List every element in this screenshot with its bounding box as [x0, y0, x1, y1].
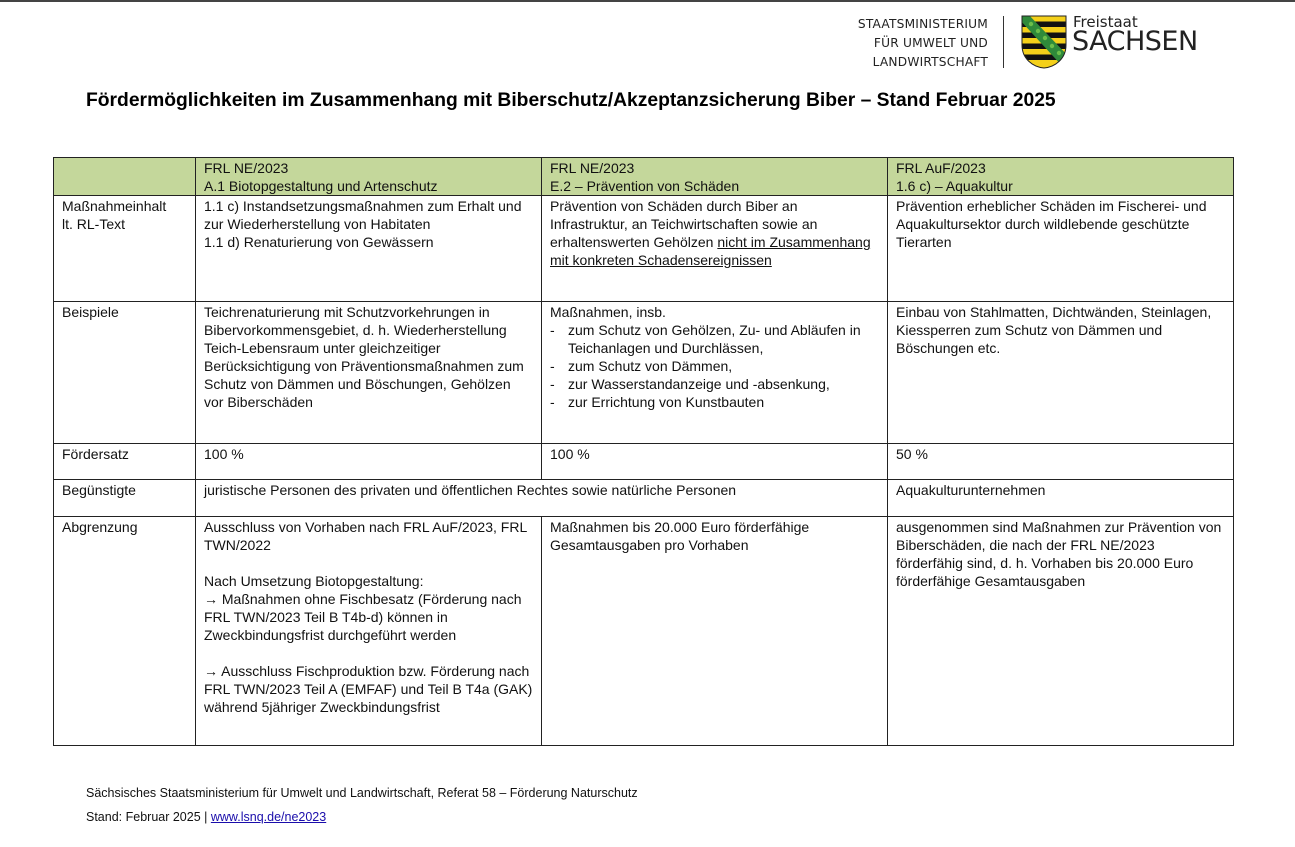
header-measure: A.1 Biotopgestaltung und Artenschutz	[204, 178, 438, 194]
header-program: FRL AuF/2023	[896, 160, 986, 176]
footer-status	[86, 810, 326, 824]
table-cell	[888, 302, 1234, 444]
footer-department: Sächsisches Staatsministerium für Umwelt und Landwirtschaft, Referat 58 – Förderung Naturschutz	[86, 786, 638, 800]
table-row-beispiele	[54, 302, 1234, 444]
table-row-abgrenzung	[54, 517, 1234, 746]
dash-bullet: -	[550, 322, 555, 338]
cell-paragraph: → Maßnahmen ohne Fischbesatz (Förderung nach FRL TWN/2023 Teil B T4b-d) können in Zweckbindungsfrist durchgeführt werden	[204, 591, 522, 643]
header-cell-frl-ne-a1	[196, 158, 542, 196]
list-item-text: zur Errichtung von Kunstbauten	[568, 394, 765, 410]
table-cell	[196, 517, 542, 746]
cell-paragraph-heading: Nach Umsetzung Biotopgestaltung:	[204, 573, 424, 589]
cell-text: 1.1 d) Renaturierung von Gewässern	[204, 234, 434, 250]
header-empty-cell	[54, 158, 196, 196]
table-cell: 50 %	[888, 444, 1234, 480]
footer-link[interactable]: www.lsnq.de/ne2023	[210, 810, 327, 824]
table-cell: Maßnahmen bis 20.000 Euro förderfähige Gesamtausgaben pro Vorhaben	[542, 517, 888, 746]
underlined-emphasis-text: nicht im Zusammenhang mit konkreten Schadensereignissen	[550, 234, 871, 268]
table-cell	[888, 196, 1234, 302]
header-cell-frl-ne-e2	[542, 158, 888, 196]
header-measure: E.2 – Prävention von Schäden	[550, 178, 740, 194]
cell-paragraph: Ausschluss von Vorhaben nach FRL AuF/2023, FRL TWN/2022	[204, 519, 527, 553]
saxony-coat-of-arms-icon	[1021, 15, 1067, 69]
list-item-text: zum Schutz von Dämmen,	[568, 358, 733, 374]
logo-divider	[1003, 16, 1004, 68]
cell-text: Prävention von Schäden durch Biber an Infrastruktur, an Teichwirtschaften sowie an erhaltenswerten Gehölzen	[550, 198, 818, 250]
top-border-line	[0, 0, 1295, 2]
cell-text: 1.1 c) Instandsetzungsmaßnahmen zum Erhalt und zur Wiederherstellung von Habitaten	[204, 198, 522, 232]
page-title: Fördermöglichkeiten im Zusammenhang mit Biberschutz/Akzeptanzsicherung Biber – Stand Februar 2025	[86, 90, 1056, 111]
header-program: FRL NE/2023	[550, 160, 635, 176]
row-label: Abgrenzung	[54, 517, 196, 746]
table-cell: 100 %	[542, 444, 888, 480]
table-row-massnahmeinhalt	[54, 196, 1234, 302]
table-row-foerdersatz	[54, 444, 1234, 480]
dash-bullet: -	[550, 376, 555, 392]
list-intro: Maßnahmen, insb.	[550, 304, 666, 320]
table-cell: 100 %	[196, 444, 542, 480]
row-label-line: Maßnahmeinhalt	[62, 198, 167, 214]
cell-text: Teichrenaturierung mit Schutzvorkehrungen in Bibervorkommensgebiet, d. h. Wiederherstellung Teich-Lebensraum unter gleichzeitiger Berücksichtigung von Präventionsmaßnahmen zum Schutz von Dämmen und Böschungen, Gehölzen vor Biberschäden	[204, 304, 524, 410]
ministry-line-2: FÜR UMWELT UND	[873, 36, 988, 50]
header-measure: 1.6 c) – Aquakultur	[896, 178, 1013, 194]
list-item-text: zur Wasserstandanzeige und -absenkung,	[568, 376, 830, 392]
table-cell	[542, 196, 888, 302]
row-label: Begünstigte	[54, 480, 196, 517]
list-item	[550, 375, 879, 393]
row-label-line: lt. RL-Text	[62, 216, 126, 232]
row-label: Beispiele	[54, 302, 196, 444]
table-cell	[196, 196, 542, 302]
table-header-row	[54, 158, 1234, 196]
table-cell	[542, 302, 888, 444]
row-label: Fördersatz	[54, 444, 196, 480]
list-item	[550, 321, 879, 357]
cell-paragraph: → Ausschluss Fischproduktion bzw. Förderung nach FRL TWN/2023 Teil A (EMFAF) und Teil B T4a (GAK) während 5jähriger Zweckbindungsfrist	[204, 663, 533, 715]
funding-table	[53, 157, 1234, 746]
header-cell-frl-auf	[888, 158, 1234, 196]
dash-bullet: -	[550, 358, 555, 374]
row-label	[54, 196, 196, 302]
footer-date: Stand: Februar 2025 |	[86, 810, 211, 824]
ministry-line-1: STAATSMINISTERIUM	[857, 17, 988, 31]
table-cell-merged: juristische Personen des privaten und öffentlichen Rechtes sowie natürliche Personen	[196, 480, 888, 517]
header-program: FRL NE/2023	[204, 160, 289, 176]
table-row-beguenstigte	[54, 480, 1234, 517]
ministry-name	[832, 15, 988, 72]
state-label-large: SACHSEN	[1072, 26, 1198, 57]
list-item-text: zum Schutz von Gehölzen, Zu- und Abläufen in Teichanlagen und Durchlässen,	[568, 322, 861, 356]
cell-text: Einbau von Stahlmatten, Dichtwänden, Steinlagen, Kiessperren zum Schutz von Dämmen und Böschungen etc.	[896, 304, 1212, 356]
list-item	[550, 357, 879, 375]
ministry-line-3: LANDWIRTSCHAFT	[872, 55, 988, 69]
state-label-small: Freistaat	[1073, 13, 1138, 31]
list-item	[550, 393, 879, 411]
table-cell: ausgenommen sind Maßnahmen zur Prävention von Biberschäden, die nach der FRL NE/2023 förderfähig sind, d. h. Vorhaben bis 20.000 Euro förderfähige Gesamtausgaben	[888, 517, 1234, 746]
cell-text: Prävention erheblicher Schäden im Fischerei- und Aquakultursektor durch wildlebende geschützte Tierarten	[896, 198, 1207, 250]
dash-bullet: -	[550, 394, 555, 410]
table-cell: Aquakulturunternehmen	[888, 480, 1234, 517]
table-cell	[196, 302, 542, 444]
